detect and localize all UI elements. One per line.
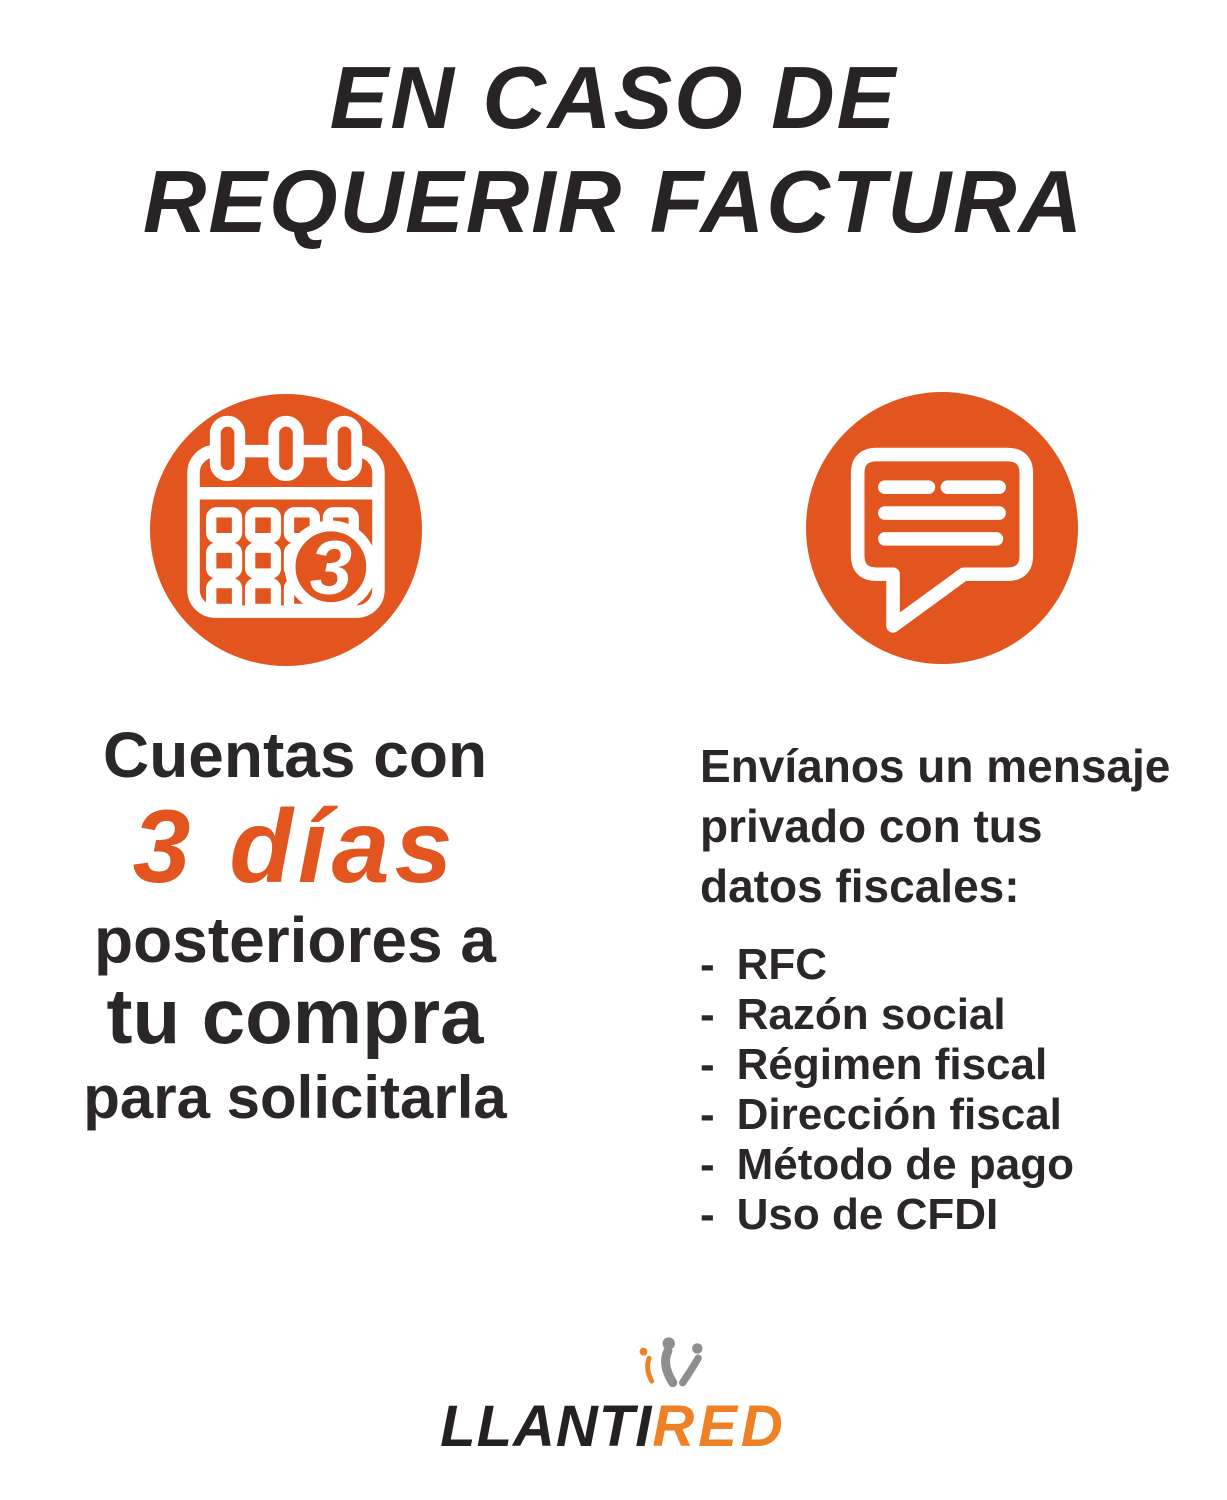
deadline-line-4: para solicitarla (83, 1064, 507, 1132)
deadline-text-block (5, 719, 585, 1132)
fiscal-list-item (700, 990, 1200, 1040)
message-intro-line-3: datos fiscales: (700, 860, 1020, 912)
fiscal-list-item (700, 1090, 1200, 1140)
item-label: Dirección fiscal (736, 1090, 1062, 1139)
item-bullet: - (700, 1040, 715, 1089)
logo-text-black: LLANTI (440, 1394, 653, 1459)
title-line-1: EN CASO DE (329, 48, 898, 147)
logo-text-orange: RED (652, 1394, 787, 1459)
item-bullet: - (700, 1190, 715, 1239)
fiscal-list-item (700, 1140, 1200, 1190)
logo-text (440, 1393, 787, 1460)
message-intro-line-2: privado con tus (700, 800, 1043, 852)
fiscal-list-item (700, 940, 1200, 990)
fiscal-list-item (700, 1190, 1200, 1240)
footer (0, 1337, 1227, 1460)
brand-logo (440, 1337, 787, 1460)
item-label: Régimen fiscal (736, 1040, 1048, 1089)
page-title (0, 46, 1227, 254)
calendar-icon (150, 394, 422, 666)
item-label: Método de pago (736, 1140, 1074, 1189)
item-bullet: - (700, 1140, 715, 1189)
chat-bubble-icon (806, 392, 1078, 664)
fiscal-data-block (700, 736, 1200, 1240)
fiscal-list-item (700, 1040, 1200, 1090)
fiscal-data-list (700, 940, 1200, 1240)
message-intro-line-1: Envíanos un mensaje (700, 740, 1171, 792)
item-label: Razón social (736, 990, 1006, 1039)
item-label: Uso de CFDI (736, 1190, 999, 1239)
deadline-line-2: posteriores a (94, 904, 496, 977)
title-line-2: REQUERIR FACTURA (142, 151, 1085, 251)
chat-icon (806, 392, 1078, 664)
deadline-line-3: tu compra (106, 972, 484, 1061)
calendar-badge-count: 3 (309, 525, 353, 611)
deadline-highlight: 3 días (132, 789, 458, 906)
item-bullet: - (700, 990, 715, 1039)
item-label: RFC (736, 940, 828, 989)
item-bullet: - (700, 1090, 715, 1139)
logo-splash-icon (631, 1337, 731, 1399)
deadline-line-1: Cuentas con (102, 719, 488, 791)
calendar-3-icon (150, 394, 422, 666)
item-bullet: - (700, 940, 715, 989)
